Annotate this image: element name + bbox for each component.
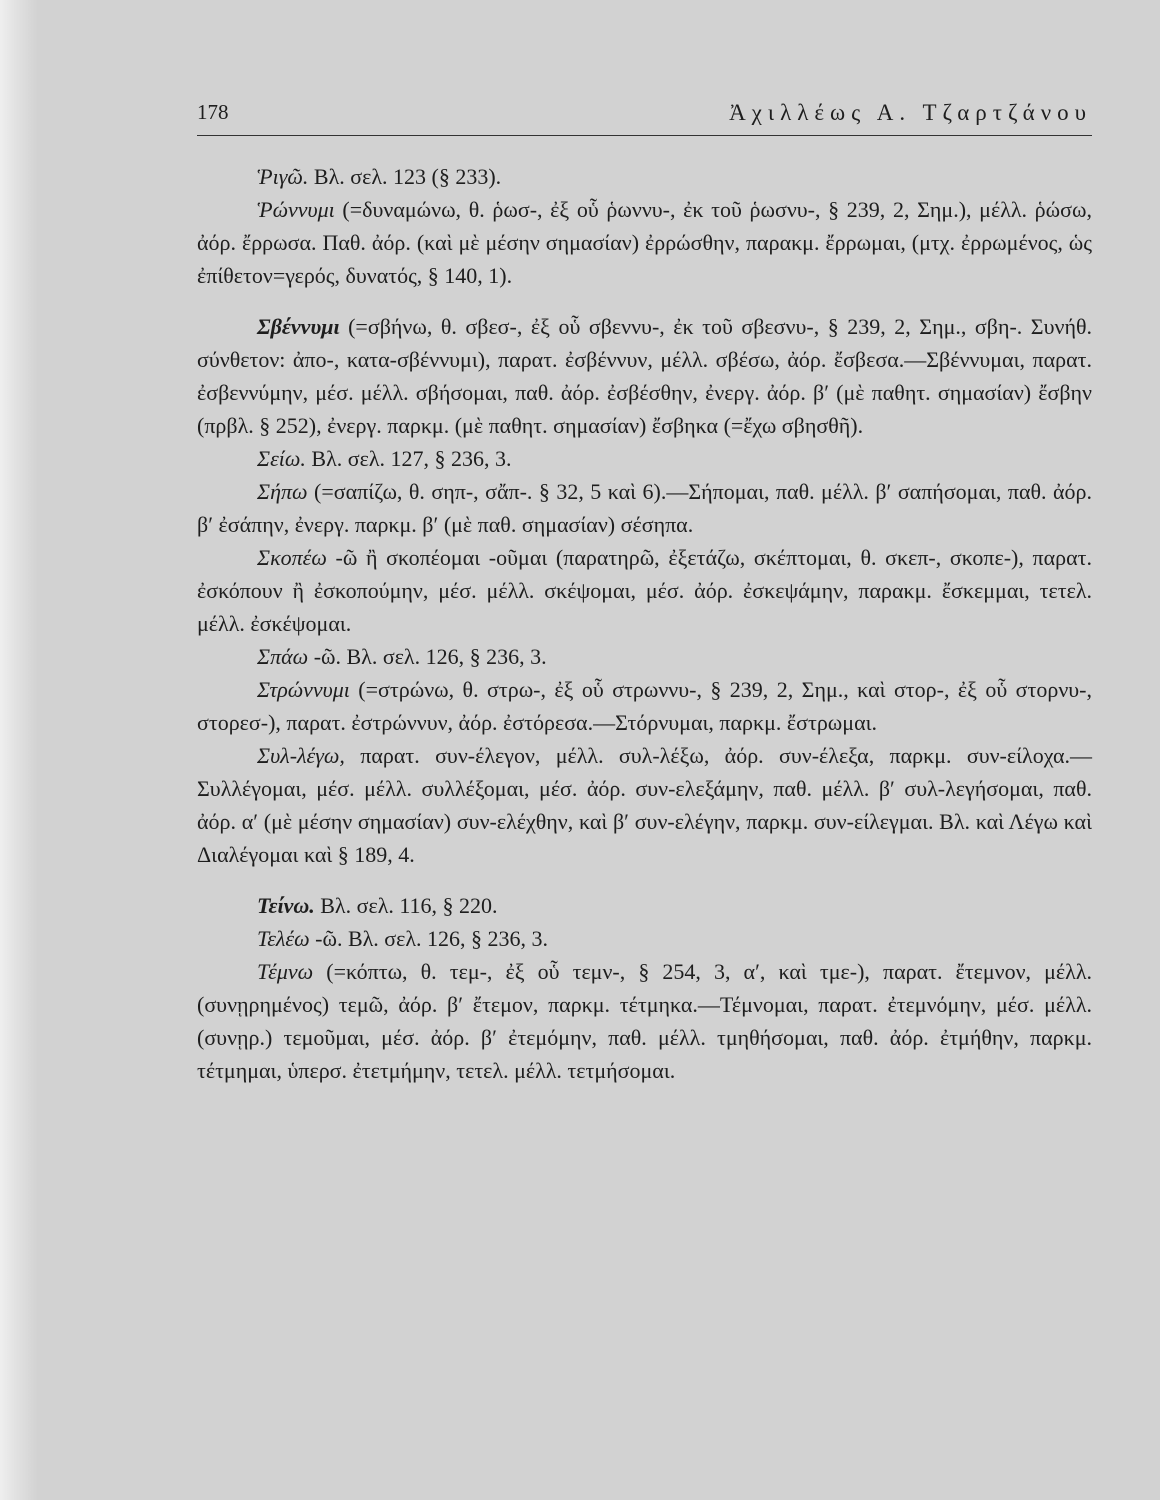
page-edge [0,0,38,1500]
entry-seio [197,442,1092,475]
entry-svennymi [197,310,1092,442]
entry-text: (=δυναμώνω, θ. ῥωσ-, ἐξ οὗ ῥωννυ-, ἐκ τοῦ ῥωσνυ-, § 239, 2, Σημ.), μέλλ. ῥώσω, ἀόρ. ἔρρωσα. Παθ. ἀόρ. (καὶ μὲ μέσην σημασίαν) ἐρρώσθην, παρακμ. ἔρρωμαι, (μτχ. ἐρρωμένος, ὡς ἐπίθετον=γερός, δυνατός, § 140, 1). [197,197,1092,288]
entry-spao [197,640,1092,673]
entry-rigo [197,160,1092,193]
header-rule [197,135,1092,136]
entry-text: (=σβήνω, θ. σβεσ-, ἐξ οὗ σβεννυ-, ἐκ τοῦ σβεσνυ-, § 239, 2, Σημ., σβη-. Συνήθ. σύνθετον: ἀπο-, κατα-σβέννυμι), παρατ. ἐσβέννυν, μέλλ. σβέσω, ἀόρ. ἔσβεσα.—Σβέννυμαι, παρατ. ἐσβεννύμην, μέσ. μέλλ. σβήσομαι, παθ. ἀόρ. ἐσβέσθην, ἐνεργ. ἀόρ. β′ (μὲ παθητ. σημασίαν) ἔσβην (πρβλ. § 252), ἐνεργ. παρκμ. (μὲ παθητ. σημασίαν) ἔσβηκα (=ἔχω σβησθῆ). [197,314,1092,438]
entry-rhonnymi [197,193,1092,292]
entry-headword: Σήπω [257,479,308,504]
entry-text: Βλ. σελ. 123 (§ 233). [308,164,502,189]
entry-teleo [197,922,1092,955]
entry-headword: Ῥιγῶ. [257,164,309,189]
entry-text: Βλ. σελ. 116, § 220. [314,893,498,918]
entry-text: παρατ. συν-έλεγον, μέλλ. συλ-λέξω, ἀόρ. συν-έλεξα, παρκμ. συν-είλοχα.—Συλλέγομαι, μέσ. μέλλ. συλλέξομαι, μέσ. ἀόρ. συν-ελεξάμην, παθ. μέλλ. β′ συλ-λεγήσομαι, παθ. ἀόρ. α′ (μὲ μέσην σημασίαν) συν-ελέχθην, καὶ β′ συν-ελέγην, παρκμ. συν-είλεγμαι. Βλ. καὶ Λέγω καὶ Διαλέγομαι καὶ § 189, 4. [197,743,1092,867]
entry-text: -ῶ. Βλ. σελ. 126, § 236, 3. [308,644,547,669]
entry-headword: Σπάω [257,644,309,669]
entry-headword: Σβέννυμι [257,314,340,339]
entry-temno [197,955,1092,1087]
entry-teino [197,889,1092,922]
entry-headword: Ῥώννυμι [257,197,335,222]
entry-text: (=κόπτω, θ. τεμ-, ἐξ οὗ τεμν-, § 254, 3, α′, καὶ τμε-), παρατ. ἔτεμνον, μέλλ. (συνῃρημένος) τεμῶ, ἀόρ. β′ ἔτεμον, παρκμ. τέτμηκα.—Τέμνομαι, παρατ. ἐτεμνόμην, μέσ. μέλλ. (συνῃρ.) τεμοῦμαι, μέσ. ἀόρ. β′ ἐτεμόμην, παθ. μέλλ. τμηθήσομαι, παθ. ἀόρ. ἐτμήθην, παρκμ. τέτμημαι, ὑπερσ. ἐτετμήμην, τετελ. μέλλ. τετμήσομαι. [197,959,1092,1083]
running-head: Ἀχιλλέως Α. Τζαρτζάνου [729,100,1092,125]
entry-text: Βλ. σελ. 127, § 236, 3. [305,446,512,471]
entry-text: (=σαπίζω, θ. σηπ-, σἄπ-. § 32, 5 καὶ 6).—Σήπομαι, παθ. μέλλ. β′ σαπήσομαι, παθ. ἀόρ. β′ ἐσάπην, ἐνεργ. παρκμ. β′ (μὲ παθ. σημασίαν) σέσηπα. [197,479,1092,537]
entry-headword: Σκοπέω [257,545,327,570]
entry-text: (=στρώνω, θ. στρω-, ἐξ οὗ στρωννυ-, § 239, 2, Σημ., καὶ στορ-, ἐξ οὗ στορνυ-, στορεσ-), παρατ. ἐστρώννυν, ἀόρ. ἐστόρεσα.—Στόρνυμαι, παρκμ. ἔστρωμαι. [197,677,1092,735]
entry-headword: Τελέω [257,926,310,951]
entry-headword: Συλ-λέγω, [257,743,345,768]
entry-stronnymi [197,673,1092,739]
page-number: 178 [197,100,229,124]
entry-sepo [197,475,1092,541]
dictionary-body [197,160,1092,1087]
entry-text: -ῶ. Βλ. σελ. 126, § 236, 3. [309,926,549,951]
entry-syllego [197,739,1092,871]
entry-headword: Στρώννυμι [257,677,350,702]
entry-text: -ῶ ἢ σκοπέομαι -οῦμαι (παρατηρῶ, ἐξετάζω, σκέπτομαι, θ. σκεπ-, σκοπε-), παρατ. ἐσκόπουν ἢ ἐσκοπούμην, μέσ. μέλλ. σκέψομαι, μέσ. ἀόρ. ἐσκεψάμην, παρακμ. ἔσκεμμαι, τετελ. μέλλ. ἐσκέψομαι. [197,545,1092,636]
entry-skopeo [197,541,1092,640]
entry-headword: Τέμνω [257,959,314,984]
entry-headword: Τείνω. [257,893,315,918]
entry-headword: Σείω. [257,446,306,471]
page-header [197,100,1092,130]
